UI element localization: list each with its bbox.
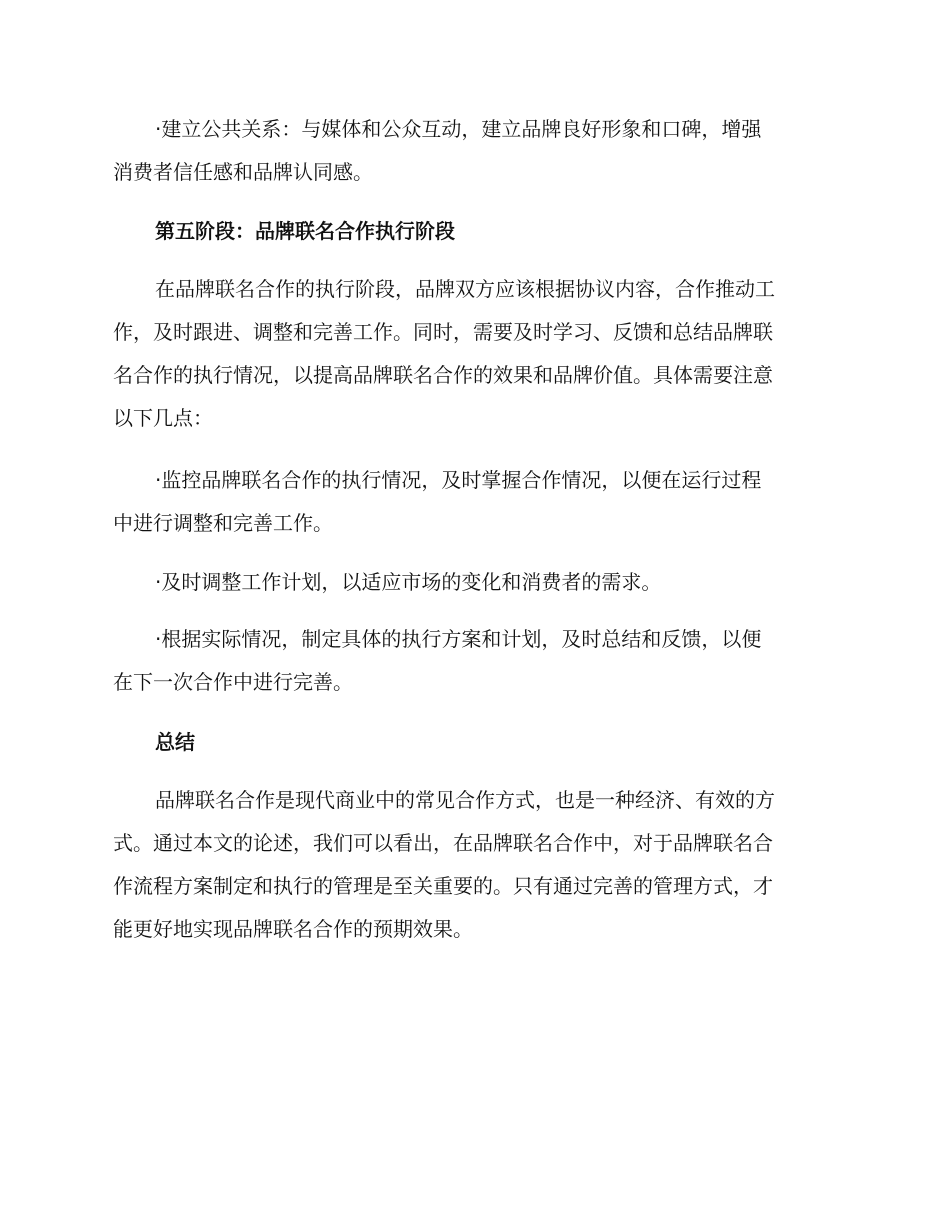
text-line: 在品牌联名合作的执行阶段，品牌双方应该根据协议内容，合作推动工	[155, 277, 775, 301]
stage5-intro-paragraph	[113, 268, 831, 440]
text-line: ·建立公共关系：与媒体和公众互动，建立品牌良好形象和口碑，增强	[155, 117, 762, 141]
text-line: ·监控品牌联名合作的执行情况，及时掌握合作情况，以便在运行过程	[155, 468, 762, 492]
stage5-heading: 第五阶段：品牌联名合作执行阶段	[155, 219, 455, 243]
bullet-plan	[113, 618, 831, 704]
text-line: 品牌联名合作是现代商业中的常见合作方式，也是一种经济、有效的方	[155, 788, 775, 812]
text-line: 式。通过本文的论述，我们可以看出，在品牌联名合作中，对于品牌联名合	[113, 831, 773, 855]
text-line: 以下几点：	[113, 406, 213, 430]
text-line: 消费者信任感和品牌认同感。	[113, 160, 373, 184]
text-line: 作流程方案制定和执行的管理是至关重要的。只有通过完善的管理方式，才	[113, 874, 773, 898]
bullet-public-relations	[113, 108, 831, 194]
text-line: 名合作的执行情况，以提高品牌联名合作的效果和品牌价值。具体需要注意	[113, 363, 773, 387]
text-line: ·及时调整工作计划，以适应市场的变化和消费者的需求。	[155, 570, 662, 594]
text-line: ·根据实际情况，制定具体的执行方案和计划，及时总结和反馈，以便	[155, 627, 762, 651]
text-line: 作，及时跟进、调整和完善工作。同时，需要及时学习、反馈和总结品牌联	[113, 320, 773, 344]
text-line: 在下一次合作中进行完善。	[113, 670, 353, 694]
text-line: 能更好地实现品牌联名合作的预期效果。	[113, 917, 473, 941]
bullet-adjust	[113, 561, 831, 604]
summary-heading: 总结	[155, 730, 195, 754]
bullet-monitor	[113, 459, 831, 545]
text-line: 中进行调整和完善工作。	[113, 511, 333, 535]
summary-paragraph	[113, 779, 831, 951]
